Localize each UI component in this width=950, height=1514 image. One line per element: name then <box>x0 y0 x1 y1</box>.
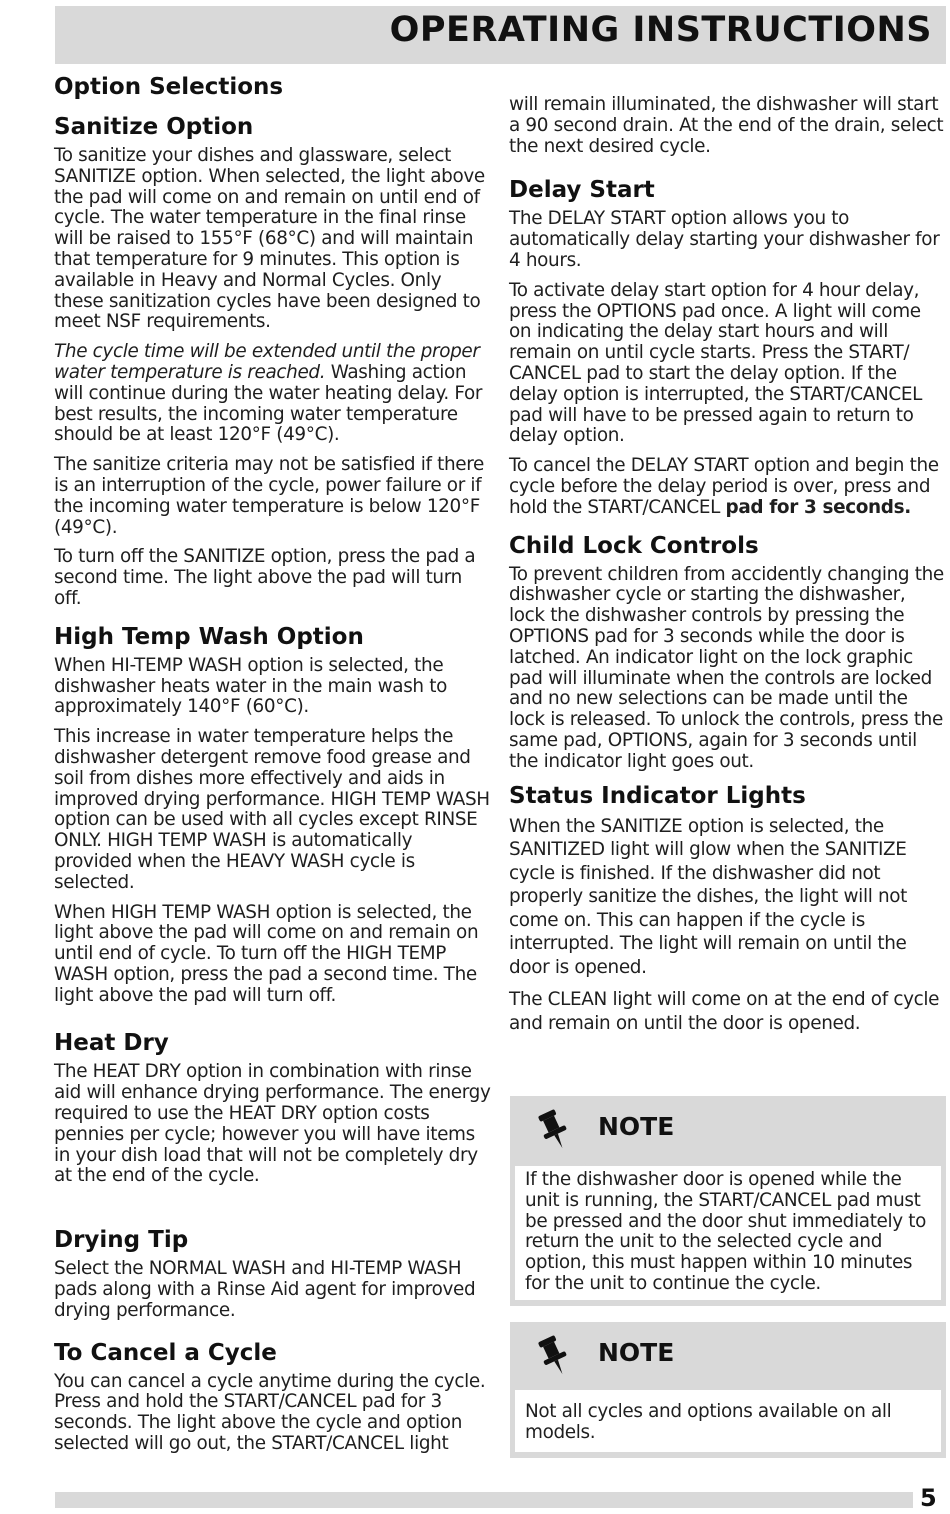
cancel-cycle-heading: To Cancel a Cycle <box>54 1339 277 1366</box>
delay-start-paragraph-1: The DELAY START option allows you to automatically delay starting your dishwasher for 4 hours. <box>509 208 940 271</box>
note-body <box>515 1166 941 1300</box>
child-lock-paragraph: To prevent children from accidently changing the dishwasher cycle or starting the dishwasher, lock the dishwasher controls by pressing the OPTIONS pad for 3 seconds while the door is latched. An indicator light on the lock graphic pad will illuminate when the controls are locked and no new selections can be made until the lock is released. To unlock the controls, press the same pad, OPTIONS, again for 3 seconds until the indicator light goes out. <box>509 563 944 772</box>
high-temp-paragraph-3: When HIGH TEMP WASH option is selected, the light above the pad will come on and remain on until end of cycle. To turn off the HIGH TEMP WASH option, press the pad a second time. The light above the pad will turn off. <box>54 901 479 1006</box>
sanitize-paragraph-4: To turn off the SANITIZE option, press the pad a second time. The light above the pad will turn off. <box>54 546 476 609</box>
delay-start-heading: Delay Start <box>509 177 655 204</box>
note-header <box>510 1322 946 1388</box>
status-indicator-heading: Status Indicator Lights <box>509 782 806 809</box>
note-body <box>515 1390 941 1452</box>
option-selections-heading: Option Selections <box>54 74 284 100</box>
delay-start-paragraph-3-text: To cancel the DELAY START option and begin the cycle before the delay period is over, press and hold the START/CANCEL <box>509 455 939 518</box>
left-column <box>54 72 494 1464</box>
cancel-cycle-paragraph: You can cancel a cycle anytime during the cycle. Press and hold the START/CANCEL pad for 3 seconds. The light above the cycle and option selected will go out, the START/CANCEL light <box>54 1370 486 1455</box>
right-column <box>509 95 946 1044</box>
note-box-2 <box>510 1322 946 1458</box>
note-title: NOTE <box>598 1338 675 1367</box>
sanitize-paragraph-1: To sanitize your dishes and glassware, select SANITIZE option. When selected, the light above the pad will come on and remain on until end of cycle. The water temperature in the final rinse will be raised to 155°F (68°C) and will maintain that temperature for 9 minutes. This option is available in Heavy and Normal Cycles. Only these sanitization cycles have been designed to meet NSF requirements. <box>54 145 485 333</box>
sanitize-italic-note: The cycle time will be extended until the proper water temperature is reached. <box>54 341 480 383</box>
note-text: If the dishwasher door is opened while the unit is running, the START/CANCEL pad must be pressed and the door shut immediately to return the unit to the selected cycle and option, this must happen within 10 minutes for the unit to continue the cycle. <box>525 1169 927 1294</box>
page-title: OPERATING INSTRUCTIONS <box>389 10 932 50</box>
cancel-cycle-continuation: will remain illuminated, the dishwasher will start a 90 second drain. At the end of the drain, select the next desired cycle. <box>509 94 944 157</box>
heat-dry-heading: Heat Dry <box>54 1030 169 1057</box>
drying-tip-heading: Drying Tip <box>54 1227 189 1254</box>
sanitize-paragraph-2-rest: Washing action will continue during the water heating delay. For best results, the incoming water temperature should be at least 120°F (49°C). <box>54 361 483 446</box>
sanitize-option-heading: Sanitize Option <box>54 114 254 140</box>
heat-dry-paragraph: The HEAT DRY option in combination with rinse aid will enhance drying performance. The energy required to use the HEAT DRY option costs pennies per cycle; however you will have items in your dish load that will not be completely dry at the end of the cycle. <box>54 1061 491 1187</box>
high-temp-wash-heading: High Temp Wash Option <box>54 623 364 650</box>
pushpin-icon <box>536 1108 572 1152</box>
high-temp-paragraph-2: This increase in water temperature helps the dishwasher detergent remove food grease and soil from dishes more effectively and aids in improved drying performance. HIGH TEMP WASH option can be used with all cycles except RINSE ONLY. HIGH TEMP WASH is automatically provided when the HEAVY WASH cycle is selected. <box>54 726 490 893</box>
high-temp-paragraph-1: When HI-TEMP WASH option is selected, the dishwasher heats water in the main wash to approximately 140°F (60°C). <box>54 654 448 718</box>
note-title: NOTE <box>598 1112 675 1141</box>
delay-start-paragraph-2: To activate delay start option for 4 hour delay, press the OPTIONS pad once. A light will come on indicating the delay start hours and will remain on until cycle starts. Press the START/ CANCEL pad to start the delay option. If the delay option is interrupted, the START/CANCEL pad will have to be pressed again to return to delay option. <box>509 279 923 447</box>
pushpin-icon <box>536 1334 572 1378</box>
page-number: 5 <box>920 1484 937 1512</box>
note-header <box>510 1096 946 1162</box>
status-paragraph-2: The CLEAN light will come on at the end of cycle and remain on until the door is opened. <box>509 989 940 1034</box>
child-lock-heading: Child Lock Controls <box>509 532 759 559</box>
status-paragraph-1: When the SANITIZE option is selected, the SANITIZED light will glow when the SANITIZE cycle is finished. If the dishwasher did not properly sanitize the dishes, the light will not come on. This can happen if the cycle is interrupted. The light will remain on until the door is opened. <box>509 815 908 978</box>
sanitize-paragraph-2 <box>54 342 494 446</box>
note-box-1 <box>510 1096 946 1306</box>
header-bar <box>55 6 946 64</box>
note-text: Not all cycles and options available on all models. <box>525 1401 892 1443</box>
delay-start-paragraph-3 <box>509 456 946 518</box>
drying-tip-paragraph: Select the NORMAL WASH and HI-TEMP WASH pads along with a Rinse Aid agent for improved drying performance. <box>54 1258 476 1321</box>
delay-start-bold-text: pad for 3 seconds. <box>725 496 911 518</box>
footer-bar <box>55 1492 913 1508</box>
sanitize-paragraph-3: The sanitize criteria may not be satisfied if there is an interruption of the cycle, power failure or if the incoming water temperature is below 120°F (49°C). <box>54 454 485 538</box>
